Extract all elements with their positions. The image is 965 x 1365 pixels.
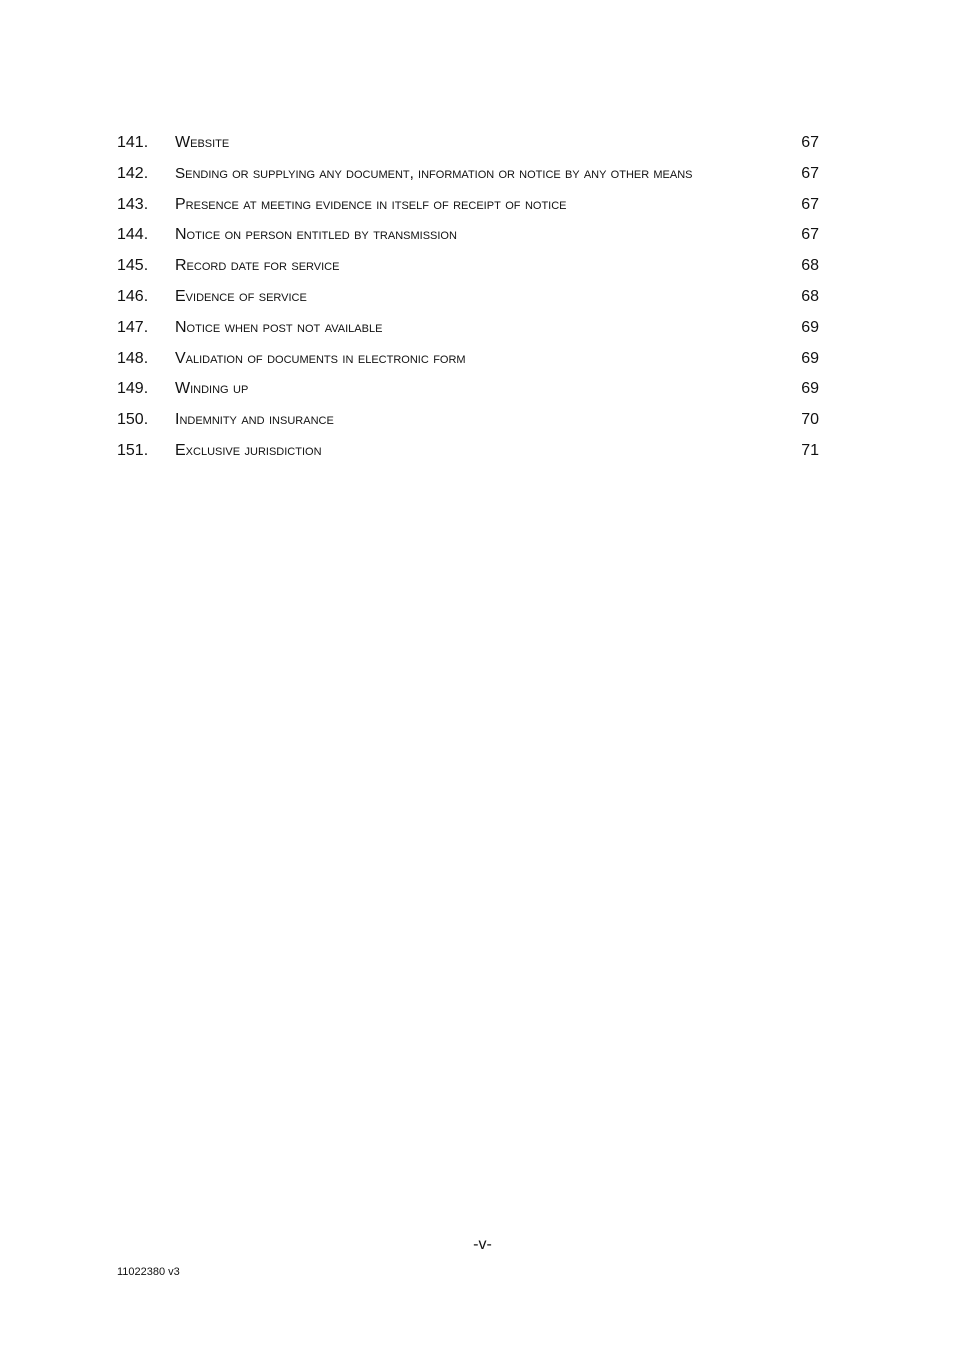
toc-entry[interactable] xyxy=(117,344,819,375)
toc-entry-number: 149. xyxy=(117,380,149,398)
toc-entry-page: 67 xyxy=(801,164,819,182)
toc-entry[interactable] xyxy=(117,313,819,344)
toc-entry-title: Winding up xyxy=(175,380,249,398)
toc-entry-number: 144. xyxy=(117,226,149,244)
toc-entry[interactable] xyxy=(117,436,819,467)
document-reference: 11022380 v3 xyxy=(117,1266,180,1278)
toc-entry-page: 69 xyxy=(801,380,819,398)
toc-entry-title: Validation of documents in electronic form xyxy=(175,349,466,367)
toc-entry-page: 71 xyxy=(801,441,819,459)
toc-entry-number: 145. xyxy=(117,257,149,275)
page-number: -v- xyxy=(473,1236,492,1253)
toc-entry[interactable] xyxy=(117,282,819,313)
table-of-contents xyxy=(117,128,819,467)
toc-entry-title: Notice on person entitled by transmission xyxy=(175,226,457,244)
toc-entry-page: 68 xyxy=(801,257,819,275)
toc-entry-title: Exclusive jurisdiction xyxy=(175,441,322,459)
toc-entry[interactable] xyxy=(117,159,819,190)
toc-entry[interactable] xyxy=(117,251,819,282)
toc-entry-page: 67 xyxy=(801,226,819,244)
toc-entry-page: 68 xyxy=(801,287,819,305)
toc-entry[interactable] xyxy=(117,374,819,405)
toc-entry-number: 150. xyxy=(117,411,149,429)
toc-entry-number: 141. xyxy=(117,134,149,151)
toc-entry-title: Evidence of service xyxy=(175,287,307,305)
toc-entry-title: Indemnity and insurance xyxy=(175,411,334,429)
toc-entry[interactable] xyxy=(117,405,819,436)
toc-entry[interactable] xyxy=(117,128,819,159)
toc-entry-title: Presence at meeting evidence in itself of receipt of notice xyxy=(175,195,567,213)
toc-entry-page: 69 xyxy=(801,349,819,367)
toc-entry-page: 67 xyxy=(801,195,819,213)
toc-entry-number: 148. xyxy=(117,349,149,367)
toc-entry-number: 146. xyxy=(117,287,149,305)
toc-entry-title: Record date for service xyxy=(175,257,340,275)
toc-entry-title: Sending or supplying any document, information or notice by any other means xyxy=(175,164,693,182)
toc-entry[interactable] xyxy=(117,190,819,221)
toc-entry-number: 143. xyxy=(117,195,149,213)
toc-entry[interactable] xyxy=(117,220,819,251)
toc-entry-title: Website xyxy=(175,134,230,151)
toc-entry-page: 67 xyxy=(801,134,819,151)
toc-entry-title: Notice when post not available xyxy=(175,318,383,336)
toc-entry-number: 147. xyxy=(117,318,149,336)
toc-entry-number: 142. xyxy=(117,164,149,182)
toc-entry-number: 151. xyxy=(117,441,149,459)
toc-entry-page: 70 xyxy=(801,411,819,429)
toc-entry-page: 69 xyxy=(801,318,819,336)
